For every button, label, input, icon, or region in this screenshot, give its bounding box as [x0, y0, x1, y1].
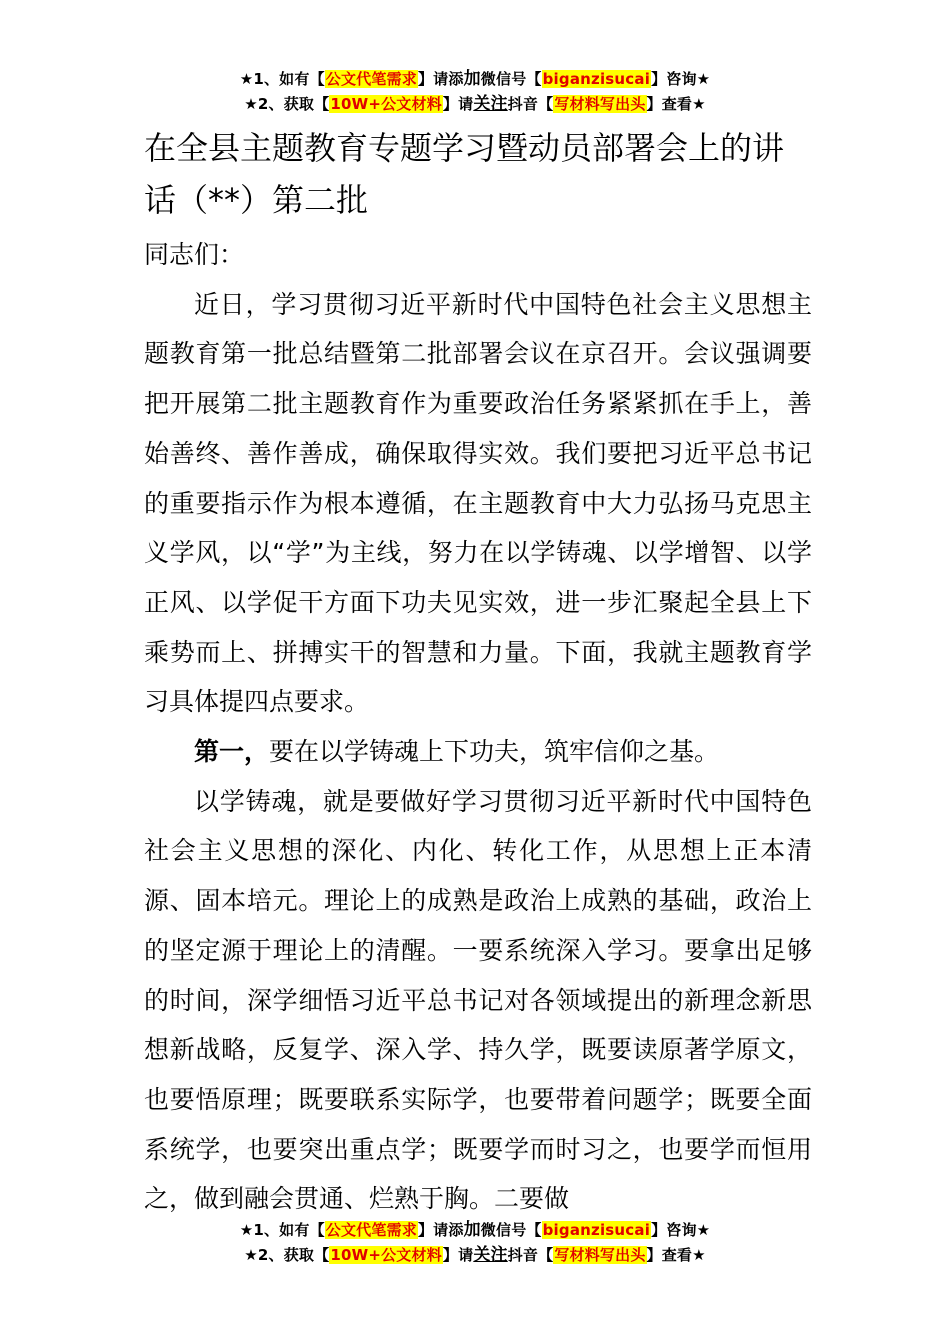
wechat-id-highlight: biganzisucai — [542, 1221, 651, 1239]
promo-text: 关注 — [473, 1245, 508, 1265]
promo-text: 】请 — [442, 1246, 474, 1264]
paragraph-2: 以学铸魂，就是要做好学习贯彻习近平新时代中国特色社会主义思想的深化、内化、转化工作，从思想上正本清源、固本培元。理论上的成熟是政治上成熟的基础，政治上的坚定源于理论上的清醒。一要系统深入学习。要拿出足够的时间，深学细悟习近平总书记对各领域提出的新理念新思想新战略，反复学、深入学、持久学，既要读原著学原文，也要悟原理；既要联系实际学，也要带着问题学；既要全面系统学，也要突出重点学；既要学而时习之，也要学而恒用之，做到融会贯通、烂熟于胸。二要做 — [144, 786, 812, 1214]
promo-text: ★1、如有【 — [239, 70, 325, 88]
promo-highlight: 10W+公文材料 — [330, 1246, 442, 1264]
promo-banner-top-line1 — [0, 68, 950, 90]
document-title: 在全县主题教育专题学习暨动员部署会上的讲话（**）第二批 — [144, 129, 785, 219]
promo-highlight: 公文代笔需求 — [325, 1221, 417, 1239]
section-label: 第一， — [194, 737, 270, 767]
promo-banner-top-line2 — [0, 93, 950, 115]
promo-text: 加 — [463, 69, 481, 89]
douyin-id-highlight: 写材料写出头 — [554, 95, 646, 113]
promo-text: 微信号【 — [480, 1221, 542, 1239]
promo-text: 】请 — [442, 95, 474, 113]
promo-text: 关注 — [473, 94, 508, 114]
section-heading-text: 要在以学铸魂上下功夫， — [269, 737, 545, 767]
promo-text: 】查看★ — [646, 95, 706, 113]
section-heading-1 — [144, 727, 812, 777]
section-heading-end: 筑牢信仰之基。 — [544, 737, 720, 767]
paragraph-1: 近日，学习贯彻习近平新时代中国特色社会主义思想主题教育第一批总结暨第二批部署会议在京召开。会议强调要把开展第二批主题教育作为重要政治任务紧紧抓在手上，善始善终、善作善成，确保取得实效。我们要把习近平总书记的重要指示作为根本遵循，在主题教育中大力弘扬马克思主义学风，以“学”为主线，努力在以学铸魂、以学增智、以学正风、以学促干方面下功夫见实效，进一步汇聚起全县上下乘势而上、拼搏实干的智慧和力量。下面，我就主题教育学习具体提四点要求。 — [144, 289, 812, 717]
promo-banner-bottom-line1 — [0, 1219, 950, 1241]
promo-highlight: 10W+公文材料 — [330, 95, 442, 113]
salutation: 同志们： — [144, 240, 245, 269]
promo-text: 微信号【 — [480, 70, 542, 88]
promo-text: ★1、如有【 — [239, 1221, 325, 1239]
promo-text: 】查看★ — [646, 1246, 706, 1264]
wechat-id-highlight: biganzisucai — [542, 70, 651, 88]
promo-text: 加 — [463, 1220, 481, 1240]
promo-text: ★2、获取【 — [244, 1246, 330, 1264]
promo-banner-bottom-line2 — [0, 1244, 950, 1266]
promo-text: 】咨询★ — [651, 1221, 711, 1239]
promo-highlight: 公文代笔需求 — [325, 70, 417, 88]
douyin-id-highlight: 写材料写出头 — [554, 1246, 646, 1264]
promo-text: 】请添 — [417, 70, 464, 88]
promo-text: 】咨询★ — [651, 70, 711, 88]
promo-text: ★2、获取【 — [244, 95, 330, 113]
promo-text: 抖音【 — [507, 1246, 554, 1264]
promo-text: 抖音【 — [507, 95, 554, 113]
document-body — [144, 230, 812, 1224]
promo-text: 】请添 — [417, 1221, 464, 1239]
